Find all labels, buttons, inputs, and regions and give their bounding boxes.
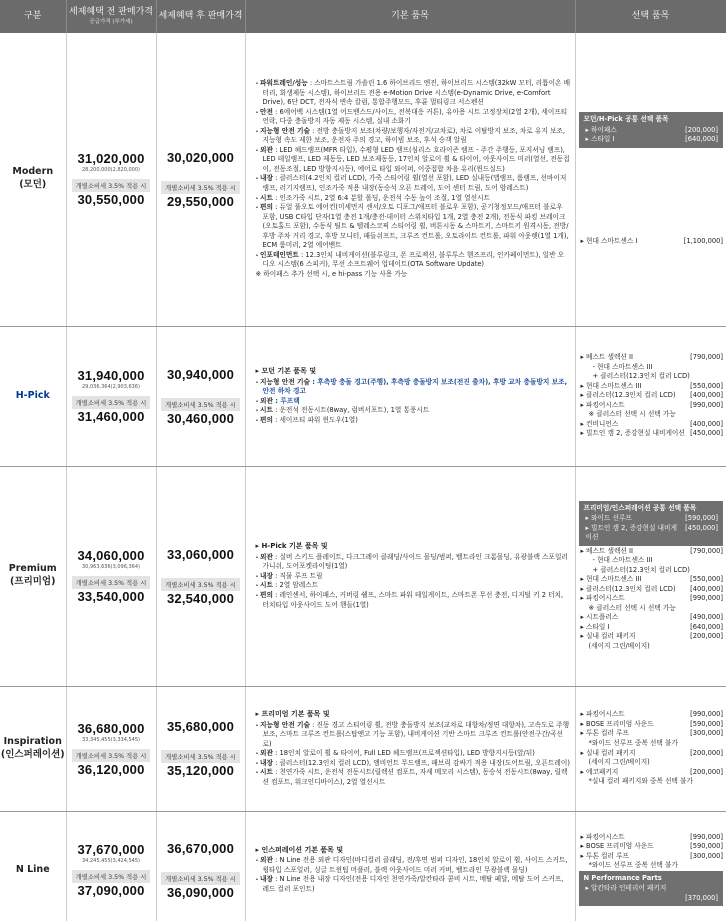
basic-item-category: 외관	[260, 856, 273, 865]
basic-item-category: 외관	[260, 749, 273, 758]
basic-item-category: 지능형 안전 기술	[260, 377, 310, 386]
basic-item-category: 내장	[260, 875, 273, 884]
option-item	[579, 410, 724, 420]
tax-label: 개별소비세 3.5% 적용 시	[72, 870, 151, 883]
option-group-item	[584, 894, 719, 904]
basic-item	[256, 591, 571, 610]
option-group-item	[584, 126, 719, 136]
price-after-cell	[156, 33, 245, 326]
basic-item-text: : 전방 충돌방지 보조(차량/보행자/자전거/교차로), 차로 이탈방지 보조, 차로 유지 보조, 지능형 속도 제한 보조, 운전자 주의 경고, 하이빔 보조, 후석 승객 알림	[262, 126, 565, 145]
option-item	[579, 739, 724, 749]
price-after: 30,940,000	[166, 366, 235, 382]
option-price: [1,100,000]	[683, 236, 723, 245]
basic-item-category: 시트	[260, 193, 273, 202]
option-name: ※ 클러스터 선택 시 선택 가능	[588, 603, 676, 612]
spacer	[157, 734, 245, 744]
option-name: ▸ 현대 스마트센스 III	[580, 575, 642, 584]
spacer	[157, 856, 245, 866]
bullet: •	[255, 877, 261, 884]
option-item	[579, 372, 724, 382]
option-item	[579, 391, 724, 401]
table-row	[0, 33, 726, 326]
header-basic-items: 기본 품목	[245, 0, 575, 33]
table-row	[0, 326, 726, 466]
basic-item-category: 외관	[260, 552, 273, 561]
option-name: ▸ BOSE 프리미엄 사운드	[580, 842, 654, 851]
spacer	[579, 189, 724, 197]
option-name: ※ 클러스터 선택 시 선택 가능	[588, 410, 676, 419]
option-name: *실내 컬러 패키지와 중복 선택 불가	[588, 777, 693, 786]
price-before: 31,020,000	[77, 151, 145, 167]
option-price: [300,000]	[690, 851, 723, 860]
price-before-tax35: 31,460,000	[77, 409, 145, 424]
option-price: [790,000]	[690, 546, 723, 555]
trim-name: Inspiration	[3, 735, 62, 747]
option-name: + 클러스터(12.3인치 컬러 LCD)	[592, 565, 690, 574]
basic-item-text: : 후측방 충돌 경고(주행), 후측방 충돌방지 보조(전진 출차), 후방 교차 충돌방지 보조, 안전 하차 경고	[262, 377, 568, 396]
spacer	[579, 157, 724, 165]
basic-item-text: : 운전석 전동시트(8way, 럼버서포트), 1열 통풍시트	[272, 406, 430, 415]
tax-label: 개별소비세 3.5% 적용 시	[161, 578, 240, 591]
price-after-tax35: 35,120,000	[166, 763, 235, 778]
option-group-title: 모던/H-Pick 공통 선택 품목	[583, 115, 669, 124]
price-after-tax35: 29,550,000	[166, 193, 235, 209]
bullet: •	[255, 770, 261, 777]
option-price: [400,000]	[690, 584, 723, 593]
bullet: •	[255, 573, 261, 580]
option-item	[579, 842, 724, 852]
option-name: *와이드 선루프 중복 선택 불가	[588, 738, 678, 747]
basic-item-text: ※ 하이패스 추가 선택 시, e hi-pass 기능 사용 가능	[255, 269, 408, 278]
basic-item-category: 내장	[260, 174, 273, 183]
header-after-price: 세제혜택 후 판매가격	[156, 0, 245, 33]
basic-items-cell	[245, 811, 575, 921]
basic-item-text: : 세이프티 파워 윈도우(1열)	[272, 415, 358, 424]
option-name: ▸ 현대 스마트센스 I	[580, 236, 638, 245]
basic-item-text: : 직물 루프 트림	[272, 571, 323, 580]
price-before-cell	[66, 326, 156, 466]
bullet: •	[255, 751, 261, 758]
tax-label: 개별소비세 3.5% 적용 시	[72, 749, 151, 762]
option-name: ▸ 컨비니언스	[580, 419, 619, 428]
option-item	[579, 852, 724, 862]
price-before: 37,670,000	[77, 842, 145, 857]
option-name: *와이드 선루프 중복 선택 불가	[588, 861, 678, 870]
price-before-tax35: 30,550,000	[77, 192, 145, 208]
price-before: 31,940,000	[77, 368, 145, 383]
option-item	[579, 632, 724, 642]
basic-item-category: 편의	[260, 415, 273, 424]
supply-price: 30,963,636(3,096,364)	[82, 564, 140, 570]
table-header	[0, 0, 726, 33]
basic-item-text: : 천연가죽 시트, 운전석 전동시트(릴렉션 컴포트, 자세 메모리 시스템), 동승석 전동시트(8way, 릴렉션 컴포트, 워크인디바이스), 2열 열선시트	[262, 768, 568, 786]
price-after: 36,670,000	[166, 840, 235, 856]
option-price: [300,000]	[690, 729, 723, 738]
option-price: [200,000]	[690, 632, 723, 641]
option-item	[579, 401, 724, 411]
option-group-box	[579, 871, 724, 907]
spacer	[579, 213, 724, 221]
option-item	[579, 585, 724, 595]
option-name: ▸ 파킹어시스트	[580, 710, 625, 719]
spacer	[157, 382, 245, 392]
price-before-tax35: 33,540,000	[77, 589, 145, 604]
bullet: •	[255, 205, 261, 212]
option-price	[714, 884, 718, 894]
basic-item	[256, 194, 571, 204]
spacer	[157, 562, 245, 572]
price-after-cell	[156, 811, 245, 921]
option-price: [990,000]	[690, 594, 723, 603]
bullet: •	[255, 592, 261, 599]
price-before-cell	[66, 686, 156, 811]
bullet: •	[255, 554, 261, 561]
option-price: [990,000]	[690, 400, 723, 409]
option-item	[579, 604, 724, 614]
option-group-item	[584, 884, 719, 894]
trim-name: Premium	[8, 563, 57, 575]
basic-item-category: 내장	[260, 571, 273, 580]
basic-item	[256, 270, 571, 280]
option-item	[579, 749, 724, 759]
basic-items-cell	[245, 33, 575, 326]
bullet: •	[255, 147, 261, 154]
option-item	[579, 547, 724, 557]
basic-items-header: ▸ 인스퍼레이션 기본 품목 및	[255, 845, 344, 854]
option-name: ▸ 실내 컬러 패키지	[580, 632, 636, 641]
bullet: •	[255, 398, 261, 405]
option-name: ▸ 하이패스	[585, 125, 617, 134]
basic-item-category: 내장	[260, 758, 273, 767]
basic-item-category: 인포테인먼트	[260, 250, 299, 259]
option-price: [990,000]	[690, 710, 723, 719]
option-price: [450,000]	[685, 523, 718, 532]
price-before-tax35: 36,120,000	[77, 761, 145, 777]
option-price: [550,000]	[690, 381, 723, 390]
basic-item-category: 시트	[260, 768, 273, 777]
basic-item	[256, 856, 571, 875]
bullet: •	[255, 408, 261, 415]
option-price: [370,000]	[685, 893, 718, 902]
bullet: •	[255, 583, 261, 590]
option-items-cell	[575, 326, 726, 466]
spacer	[579, 173, 724, 181]
option-price: [640,000]	[690, 622, 723, 631]
option-price: [200,000]	[685, 125, 718, 134]
bullet: •	[255, 252, 261, 259]
price-after-tax35: 32,540,000	[166, 590, 235, 606]
tax-label: 개별소비세 3.5% 적용 시	[161, 750, 240, 763]
basic-item-text: : 듀얼 풀오토 에어컨(미세먼지 센서/오토 디포그/애프터 블로우 포함), 공기청정모드/애프터 블로우 포함, USB C타입 단자(1열 충전 1개/충전·데이터 스위치타입 1개, 2열 충전 2개), 전동식 파킹 브레이크(오토홀드 포함), 수동식 틸트 & 텔레스코픽 스티어링 휠, 버튼시동 & 스마트키, 스마트키 원격시동, 전방/후방 주차 거리 경고, 후방 모니터, 패들쉬프트, 크루즈 컨트롤, 오토라이트 컨트롤, 파워 아웃렛(1열 1개), ECM 룸미러, 2열 에어벤트	[262, 203, 569, 250]
option-group-title: 프리미엄/인스퍼레이션 공통 선택 품목	[583, 503, 697, 512]
spacer	[579, 165, 724, 173]
option-item	[579, 623, 724, 633]
trim-name: H-Pick	[15, 389, 50, 401]
bullet: •	[255, 81, 261, 88]
basic-item-category: 편의	[260, 590, 273, 599]
option-name: ▸ 베스트 셀렉션 II	[580, 353, 633, 362]
option-name: ▸ 파킹어시스트	[580, 594, 625, 603]
supply-price: 28,200,000(2,820,000)	[82, 167, 140, 174]
supply-price: 34,245,455(3,424,545)	[82, 858, 140, 864]
option-item	[579, 237, 724, 247]
option-item	[579, 768, 724, 778]
basic-item-text: : LED 헤드램프(MFR 타입), 수평형 LED 램프(심리스 호라이즌 램프 - 주간 주행등, 포지셔닝 램프), LED 테일램프, LED 제동등, LED 보조제동등, 17인치 알로이 휠 & 타이어, 아웃사이드 미러(열선, 전동접이, 전동조절, LED 방향지시등), 에어로 타입 와이퍼, 이중접합 차음 유리(윈드실드)	[262, 145, 570, 173]
tax-label: 개별소비세 3.5% 적용 시	[72, 179, 151, 192]
header-before-price: 세제혜택 전 판매가격 공급가격 (부가세)	[66, 0, 156, 33]
bullet: •	[255, 858, 261, 865]
price-before-tax35: 37,090,000	[77, 883, 145, 898]
basic-items-cell	[245, 326, 575, 466]
basic-item	[256, 406, 571, 416]
basic-item	[256, 749, 571, 759]
option-name: ▸ 투톤 컬러 루프	[580, 729, 629, 738]
option-name: ▸ 파킹어시스트	[580, 400, 625, 409]
option-price: [200,000]	[690, 767, 723, 776]
option-name: ▸ 알칸타라 인테리어 패키지	[585, 884, 667, 893]
basic-item	[256, 768, 571, 787]
basic-item-category: 시트	[260, 581, 273, 590]
tax-label: 개별소비세 3.5% 적용 시	[161, 872, 240, 885]
basic-item-category: 외관	[260, 145, 273, 154]
option-name: + 클러스터(12.3인치 컬러 LCD)	[592, 372, 690, 381]
trim-cell	[0, 686, 66, 811]
price-after-cell	[156, 466, 245, 686]
option-item	[579, 429, 724, 439]
tax-label: 개별소비세 3.5% 적용 시	[72, 396, 151, 409]
basic-item-category: 지능형 안전 기술	[260, 126, 310, 135]
basic-item-text: : 12.3인치 내비게이션(블루링크, 폰 프로젝션, 블루투스 핸즈프리, 인카페이먼트), 일반 오디오 시스템(6 스피커), 무선 소프트웨어 업데이트(OTA Software Update)	[262, 250, 565, 269]
option-group-item	[584, 514, 719, 524]
supply-price: 29,036,364(2,903,636)	[82, 384, 140, 390]
option-group-item	[584, 524, 719, 543]
spacer	[579, 205, 724, 213]
basic-item-category: 지능형 안전 기술	[260, 720, 310, 729]
option-items-cell	[575, 33, 726, 326]
basic-items-cell	[245, 466, 575, 686]
basic-item	[256, 759, 571, 769]
spacer	[579, 181, 724, 189]
bullet: •	[255, 379, 261, 386]
option-price: [990,000]	[690, 832, 723, 841]
basic-item-text: : N Line 전용 외관 디자인(바디컬러 클래딩, 전/후면 범퍼 디자인, 18인치 알로이 휠, 사이드 스커트, 윙타입 스포일러, 싱글 트윈팁 머플러, 블랙 아웃사이드 미러 커버, 벨트라인 무광블랙 몰딩)	[262, 856, 568, 874]
option-name: - 현대 스마트센스 III	[592, 556, 653, 565]
basic-item-text: : 인조가죽 시트, 2열 6:4 분할 폴딩, 운전석 수동 높이 조절, 1열 열선시트	[272, 193, 491, 202]
basic-items-header: ▸ 모던 기본 품목 및	[255, 366, 317, 375]
basic-item-text: : 클러스터(12.3인치 컬러 LCD), 앰비언트 무드램프, 패브릭 감싸기 적용 내장(도어트림, 오픈트레이)	[272, 758, 570, 767]
basic-item-category: 외관	[260, 396, 273, 405]
option-group-box	[579, 112, 724, 148]
price-after-tax35: 36,090,000	[166, 884, 235, 900]
option-name: ▸ 빌트인 캠 2, 증강현실 내비게이션	[580, 429, 685, 438]
supply-price: 33,345,455(3,334,545)	[82, 736, 140, 743]
trim-cell	[0, 326, 66, 466]
option-name: ▸ BOSE 프리미엄 사운드	[580, 719, 654, 728]
basic-items-cell	[245, 686, 575, 811]
option-item	[579, 575, 724, 585]
option-item	[579, 594, 724, 604]
spacer	[579, 197, 724, 205]
basic-item-text: : 레인센서, 하이패스, 커버링 쉘프, 스마트 파워 테일게이트, 스마트폰 무선 충전, 디지털 키 2 터치, 터치타입 아웃사이드 도어 핸들(1열)	[262, 590, 564, 609]
trim-name-kr: (인스퍼레이션)	[0, 748, 65, 760]
spacer	[579, 221, 724, 229]
basic-items-header: ▸ 프리미엄 기본 품목 및	[255, 709, 330, 718]
trim-cell	[0, 466, 66, 686]
price-before: 36,680,000	[77, 720, 145, 736]
option-item	[579, 353, 724, 363]
option-name: ▸ 클러스터(12.3인치 컬러 LCD)	[580, 584, 676, 593]
trim-name-kr: (프리미엄)	[10, 576, 56, 587]
option-name: ▸ 베스트 셀렉션 II	[580, 546, 633, 555]
tax-label: 개별소비세 3.5% 적용 시	[161, 181, 240, 194]
basic-item	[256, 378, 571, 397]
option-price: [590,000]	[690, 842, 723, 851]
option-name: ▸ 에코패키지	[580, 767, 619, 776]
price-before-cell	[66, 33, 156, 326]
basic-item-text: : 진동 경고 스티어링 휠, 전방 충돌방지 보조(교차로 대향차/정면 대향차), 고속도로 주행 보조, 스마트 크루즈 컨트롤(스탑앤고 기능 포함), 내비게이션 기반 스마트 크루즈 컨트롤(안전구간/곡선로)	[262, 720, 570, 748]
basic-item-text: : 18인치 알로이 휠 & 타이어, Full LED 헤드램프(프로젝션타입), LED 방향지시등(앞/뒤)	[272, 749, 535, 758]
option-price: [640,000]	[685, 135, 718, 144]
option-items-cell	[575, 466, 726, 686]
option-price: [400,000]	[690, 419, 723, 428]
option-name: - 현대 스마트센스 III	[592, 362, 653, 371]
option-price: [550,000]	[690, 575, 723, 584]
tax-label: 개별소비세 3.5% 적용 시	[161, 398, 240, 411]
basic-item	[256, 721, 571, 750]
option-price: [790,000]	[690, 353, 723, 362]
trim-cell	[0, 811, 66, 921]
price-after: 33,060,000	[166, 546, 235, 562]
basic-item	[256, 416, 571, 426]
bullet: •	[255, 176, 261, 183]
option-name: (세이지 그린/베이지)	[588, 641, 650, 650]
option-name: ▸ 빌트인 캠 2, 증강현실 내비게이션	[585, 523, 677, 542]
option-item	[579, 566, 724, 576]
bullet: •	[255, 760, 261, 767]
basic-item-category: 안전	[260, 107, 273, 116]
basic-item	[256, 79, 571, 108]
price-before-cell	[66, 466, 156, 686]
basic-item-text: : 루프랙	[272, 396, 300, 405]
option-name: (세이지 그린/베이지)	[588, 758, 650, 767]
price-after-cell	[156, 686, 245, 811]
option-item	[579, 420, 724, 430]
basic-item	[256, 875, 571, 894]
option-group-item	[584, 135, 719, 145]
option-item	[579, 777, 724, 787]
option-price: [490,000]	[690, 613, 723, 622]
spacer	[157, 165, 245, 175]
price-after-cell	[156, 326, 245, 466]
trim-cell	[0, 33, 66, 326]
basic-item	[256, 108, 571, 127]
option-name: ▸ 시트플러스	[580, 613, 619, 622]
option-name: ▸ 클러스터(12.3인치 컬러 LCD)	[580, 391, 676, 400]
price-before: 34,060,000	[77, 548, 145, 563]
option-item	[579, 861, 724, 871]
option-items-cell	[575, 686, 726, 811]
price-before-cell	[66, 811, 156, 921]
option-price: [200,000]	[690, 748, 723, 757]
option-name: ▸ 와이드 선루프	[585, 514, 632, 523]
basic-item-text: : 6에어백 시스템(1열 어드밴스드/사이드, 전복대응 커튼), 유아용 시트 고정장치(2열 2개), 세이프티 언락, 다중 충돌방지 자동 제동 시스템, 실내 소화기	[262, 107, 568, 126]
price-after: 30,020,000	[166, 149, 235, 165]
option-name: ▸ 스타일 I	[585, 135, 615, 144]
option-price: [590,000]	[690, 719, 723, 728]
basic-item	[256, 553, 571, 572]
header-gubun: 구분	[0, 0, 66, 33]
option-item	[579, 382, 724, 392]
basic-item	[256, 174, 571, 193]
option-items-cell	[575, 811, 726, 921]
basic-item-category: 파워트레인/성능	[260, 79, 308, 88]
price-after-tax35: 30,460,000	[166, 410, 235, 426]
tax-label: 개별소비세 3.5% 적용 시	[72, 576, 151, 589]
basic-item-text: : 2열 암레스트	[272, 581, 319, 590]
basic-item-category: 편의	[260, 203, 273, 212]
spacer	[579, 149, 724, 157]
option-item	[579, 642, 724, 652]
option-group-title: N Performance Parts	[583, 873, 662, 882]
option-name: ▸ 실내 컬러 패키지	[580, 748, 636, 757]
bullet: •	[255, 128, 261, 135]
basic-item-text: : N Line 전용 내장 디자인(전용 디자인 천연가죽/알칸타라 콤비 시트, 메탈 페달, 메탈 도어 스커프, 레드 컬러 포인트)	[262, 875, 564, 893]
bullet: •	[255, 722, 261, 729]
option-price: [400,000]	[690, 391, 723, 400]
option-name: ▸ 투톤 컬러 루프	[580, 851, 629, 860]
basic-item	[256, 251, 571, 270]
table-row	[0, 466, 726, 686]
basic-item-category: 시트	[260, 406, 273, 415]
option-group-box	[579, 501, 724, 546]
price-after: 35,680,000	[166, 719, 235, 734]
basic-item-text: : 실버 스키드 플레이트, 다크그레이 클래딩/사이드 몰딩/범퍼, 벨트라인 크롬몰딩, 유광블랙 스포일러 가니쉬, 도어포켓라이팅(1열)	[262, 552, 568, 571]
spacer	[579, 229, 724, 237]
option-price: [590,000]	[685, 514, 718, 523]
trim-name: N Line	[15, 863, 50, 875]
basic-item	[256, 203, 571, 251]
option-item	[579, 833, 724, 843]
basic-items-header: ▸ H-Pick 기본 품목 및	[255, 541, 328, 550]
option-item	[579, 613, 724, 623]
header-option-items: 선택 품목	[575, 0, 726, 33]
option-item	[579, 758, 724, 768]
basic-item	[256, 146, 571, 175]
basic-item-text: : 클러스터(4.2인치 컬러 LCD), 가죽 스티어링 휠(열선 포함), LED 실내등(맵램프, 룸램프, 선바이저램프, 러기지램프), 인조가죽 적용 내장(동승석 오픈 트레이, 도어 센터 트림, 도어 암레스트)	[262, 174, 567, 192]
option-item	[579, 556, 724, 566]
basic-item	[256, 581, 571, 591]
option-name: ▸ 파킹어시스트	[580, 832, 625, 841]
option-item	[579, 710, 724, 720]
option-item	[579, 363, 724, 373]
option-name: ▸ 현대 스마트센스 III	[580, 381, 642, 390]
option-item	[579, 729, 724, 739]
table-row	[0, 686, 726, 811]
trim-name-kr: (모던)	[19, 179, 47, 191]
basic-item	[256, 127, 571, 146]
bullet: •	[255, 195, 261, 202]
option-name: ▸ 스타일 I	[580, 622, 610, 631]
table-row	[0, 811, 726, 921]
bullet: •	[255, 417, 261, 424]
option-price: [450,000]	[690, 429, 723, 438]
bullet: •	[255, 109, 261, 116]
trim-name: Modern	[12, 166, 54, 178]
basic-item-text: : 스마트스트림 가솔린 1.6 하이브리드 엔진, 하이브리드 시스템(32kW 모터, 리튬이온 배터리, 회생제동 시스템), 하이브리드 전용 e-Motion Drive 시스템(e-Dynamic Drive, e-Comfort Drive), 6단 DCT, 전자식 변속 칼럼, 통합주행모드, 후륜 멀티링크 서스펜션	[262, 79, 571, 107]
basic-item	[256, 397, 571, 407]
